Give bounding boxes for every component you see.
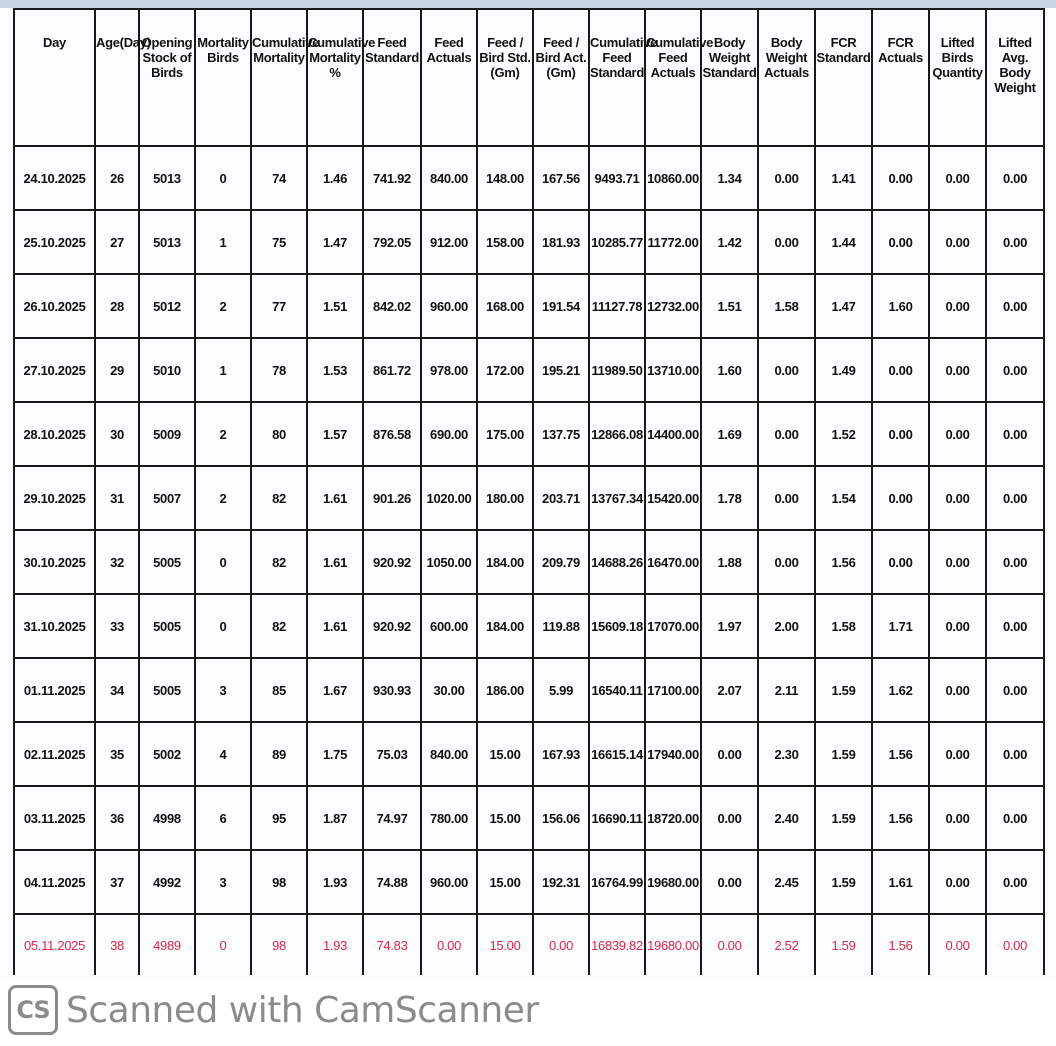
table-cell: 5012 (139, 274, 195, 338)
table-row (14, 914, 1044, 975)
table-cell: 0.00 (986, 658, 1044, 722)
table-cell: 1050.00 (421, 530, 477, 594)
table-cell: 2.07 (701, 658, 758, 722)
table-row (14, 338, 1044, 402)
table-cell: 0.00 (986, 850, 1044, 914)
table-cell: 1.56 (815, 530, 872, 594)
table-cell: 16690.11 (589, 786, 645, 850)
table-cell: 2.30 (758, 722, 815, 786)
table-cell: 1.59 (815, 786, 872, 850)
table-cell: 0.00 (986, 786, 1044, 850)
table-cell: 5005 (139, 658, 195, 722)
table-cell: 2.00 (758, 594, 815, 658)
flock-performance-table (13, 8, 1045, 975)
table-cell: 74.88 (363, 850, 421, 914)
table-cell: 5013 (139, 210, 195, 274)
table-cell: 75.03 (363, 722, 421, 786)
table-cell: 3 (195, 850, 251, 914)
table-cell: 13710.00 (645, 338, 701, 402)
table-cell: 960.00 (421, 850, 477, 914)
table-cell: 1.34 (701, 146, 758, 210)
column-header: Feed Actuals (421, 9, 477, 146)
table-cell: 5009 (139, 402, 195, 466)
table-cell: 1.46 (307, 146, 363, 210)
table-cell: 191.54 (533, 274, 589, 338)
column-header: Mortality Birds (195, 9, 251, 146)
table-cell: 175.00 (477, 402, 533, 466)
table-row (14, 722, 1044, 786)
table-cell: 2.45 (758, 850, 815, 914)
table-cell: 0.00 (758, 466, 815, 530)
table-cell: 0.00 (929, 850, 986, 914)
table-cell: 0.00 (758, 530, 815, 594)
table-cell: 16764.99 (589, 850, 645, 914)
table-cell: 1.60 (701, 338, 758, 402)
table-cell: 861.72 (363, 338, 421, 402)
table-cell: 89 (251, 722, 307, 786)
table-cell: 80 (251, 402, 307, 466)
table-cell: 1.56 (872, 914, 929, 975)
table-cell: 1.59 (815, 658, 872, 722)
table-cell: 0.00 (533, 914, 589, 975)
table-cell: 75 (251, 210, 307, 274)
table-cell: 4989 (139, 914, 195, 975)
table-cell: 181.93 (533, 210, 589, 274)
table-cell: 16839.82 (589, 914, 645, 975)
table-cell: 1.61 (307, 530, 363, 594)
table-row (14, 530, 1044, 594)
table-cell: 74.83 (363, 914, 421, 975)
table-cell: 1.47 (815, 274, 872, 338)
table-cell: 1.67 (307, 658, 363, 722)
table-cell: 1.44 (815, 210, 872, 274)
table-row (14, 210, 1044, 274)
table-cell: 17100.00 (645, 658, 701, 722)
camscanner-watermark (8, 983, 539, 1037)
table-cell: 167.56 (533, 146, 589, 210)
table-cell: 2.40 (758, 786, 815, 850)
column-header: Body Weight Actuals (758, 9, 815, 146)
table-cell: 31 (95, 466, 139, 530)
table-cell: 1.88 (701, 530, 758, 594)
table-cell: 0.00 (758, 402, 815, 466)
table-cell: 0.00 (986, 210, 1044, 274)
table-cell: 0.00 (929, 466, 986, 530)
table-row (14, 146, 1044, 210)
table-cell: 10860.00 (645, 146, 701, 210)
table-cell: 842.02 (363, 274, 421, 338)
column-header: Body Weight Standard (701, 9, 758, 146)
table-cell: 28.10.2025 (14, 402, 95, 466)
table-cell: 167.93 (533, 722, 589, 786)
table-cell: 1.59 (815, 722, 872, 786)
table-cell: 0.00 (929, 210, 986, 274)
table-cell: 77 (251, 274, 307, 338)
table-cell: 1.51 (307, 274, 363, 338)
table-cell: 0.00 (929, 274, 986, 338)
table-cell: 1.69 (701, 402, 758, 466)
table-cell: 0.00 (929, 402, 986, 466)
table-cell: 1.87 (307, 786, 363, 850)
table-cell: 0.00 (929, 338, 986, 402)
table-cell: 184.00 (477, 594, 533, 658)
column-header: Opening Stock of Birds (139, 9, 195, 146)
table-cell: 0 (195, 530, 251, 594)
table-cell: 0.00 (986, 146, 1044, 210)
table-cell: 15609.18 (589, 594, 645, 658)
table-cell: 930.93 (363, 658, 421, 722)
table-cell: 0.00 (986, 274, 1044, 338)
header-row (14, 9, 1044, 146)
table-cell: 1.47 (307, 210, 363, 274)
column-header: Feed / Bird Std. (Gm) (477, 9, 533, 146)
table-cell: 4998 (139, 786, 195, 850)
table-cell: 2.52 (758, 914, 815, 975)
table-cell: 1.78 (701, 466, 758, 530)
table-cell: 1 (195, 210, 251, 274)
table-cell: 1.62 (872, 658, 929, 722)
table-cell: 920.92 (363, 594, 421, 658)
table-cell: 38 (95, 914, 139, 975)
table-cell: 74 (251, 146, 307, 210)
table-cell: 19680.00 (645, 850, 701, 914)
table-cell: 0.00 (872, 338, 929, 402)
table-cell: 5.99 (533, 658, 589, 722)
table-cell: 168.00 (477, 274, 533, 338)
table-cell: 0.00 (929, 658, 986, 722)
table-cell: 0.00 (701, 914, 758, 975)
table-cell: 32 (95, 530, 139, 594)
table-cell: 1.49 (815, 338, 872, 402)
table-cell: 1.58 (815, 594, 872, 658)
table-cell: 12866.08 (589, 402, 645, 466)
column-header: Age(Day) (95, 9, 139, 146)
table-cell: 156.06 (533, 786, 589, 850)
table-cell: 960.00 (421, 274, 477, 338)
table-cell: 0.00 (421, 914, 477, 975)
table-cell: 9493.71 (589, 146, 645, 210)
table-cell: 6 (195, 786, 251, 850)
table-cell: 18720.00 (645, 786, 701, 850)
table-row (14, 466, 1044, 530)
table-cell: 37 (95, 850, 139, 914)
table-cell: 17940.00 (645, 722, 701, 786)
column-header: FCR Standard (815, 9, 872, 146)
table-cell: 0.00 (986, 466, 1044, 530)
table-cell: 5010 (139, 338, 195, 402)
table-cell: 0.00 (872, 530, 929, 594)
table-row (14, 594, 1044, 658)
table-cell: 0.00 (986, 338, 1044, 402)
table-cell: 15420.00 (645, 466, 701, 530)
table-cell: 792.05 (363, 210, 421, 274)
table-cell: 26.10.2025 (14, 274, 95, 338)
table-cell: 0 (195, 914, 251, 975)
column-header: Cumulative Feed Actuals (645, 9, 701, 146)
table-row (14, 786, 1044, 850)
table-cell: 15.00 (477, 722, 533, 786)
table-cell: 0.00 (701, 850, 758, 914)
table-cell: 19680.00 (645, 914, 701, 975)
table-cell: 0.00 (986, 402, 1044, 466)
table-cell: 0.00 (929, 146, 986, 210)
table-cell: 148.00 (477, 146, 533, 210)
table-cell: 180.00 (477, 466, 533, 530)
table-cell: 25.10.2025 (14, 210, 95, 274)
table-cell: 0.00 (929, 594, 986, 658)
table-cell: 840.00 (421, 146, 477, 210)
table-row (14, 658, 1044, 722)
table-cell: 34 (95, 658, 139, 722)
table-cell: 1.61 (307, 594, 363, 658)
column-header: Lifted Avg. Body Weight (986, 9, 1044, 146)
table-cell: 16615.14 (589, 722, 645, 786)
table-cell: 203.71 (533, 466, 589, 530)
column-header: Feed Standard (363, 9, 421, 146)
table-cell: 1.51 (701, 274, 758, 338)
column-header: Cumulative Feed Standard (589, 9, 645, 146)
table-cell: 11772.00 (645, 210, 701, 274)
table-cell: 29.10.2025 (14, 466, 95, 530)
table-cell: 1.57 (307, 402, 363, 466)
table-cell: 184.00 (477, 530, 533, 594)
table-cell: 1.61 (872, 850, 929, 914)
table-cell: 1.59 (815, 850, 872, 914)
camscanner-logo-icon: CS (8, 985, 58, 1035)
table-cell: 1.56 (872, 786, 929, 850)
table-cell: 192.31 (533, 850, 589, 914)
table-cell: 15.00 (477, 850, 533, 914)
column-header: Cumulative Mortality % (307, 9, 363, 146)
table-cell: 05.11.2025 (14, 914, 95, 975)
table-cell: 741.92 (363, 146, 421, 210)
table-cell: 4992 (139, 850, 195, 914)
table-cell: 85 (251, 658, 307, 722)
table-cell: 1.93 (307, 850, 363, 914)
table-cell: 1.93 (307, 914, 363, 975)
table-cell: 98 (251, 914, 307, 975)
table-cell: 1.59 (815, 914, 872, 975)
table-cell: 1.53 (307, 338, 363, 402)
table-cell: 1 (195, 338, 251, 402)
table-cell: 82 (251, 466, 307, 530)
table-cell: 195.21 (533, 338, 589, 402)
table-cell: 78 (251, 338, 307, 402)
table-cell: 876.58 (363, 402, 421, 466)
table-cell: 600.00 (421, 594, 477, 658)
top-rule (0, 0, 1056, 8)
table-cell: 03.11.2025 (14, 786, 95, 850)
table-cell: 15.00 (477, 914, 533, 975)
table-body (14, 146, 1044, 975)
table-cell: 16470.00 (645, 530, 701, 594)
table-cell: 0.00 (872, 402, 929, 466)
table-cell: 35 (95, 722, 139, 786)
table-cell: 4 (195, 722, 251, 786)
table-cell: 74.97 (363, 786, 421, 850)
table-cell: 0.00 (872, 146, 929, 210)
table-cell: 1020.00 (421, 466, 477, 530)
table-cell: 840.00 (421, 722, 477, 786)
table-cell: 0 (195, 594, 251, 658)
table-cell: 0.00 (701, 786, 758, 850)
table-cell: 1.58 (758, 274, 815, 338)
table-cell: 920.92 (363, 530, 421, 594)
table-cell: 11989.50 (589, 338, 645, 402)
table-cell: 12732.00 (645, 274, 701, 338)
table-cell: 0.00 (929, 530, 986, 594)
table-cell: 31.10.2025 (14, 594, 95, 658)
table-cell: 01.11.2025 (14, 658, 95, 722)
table-cell: 2 (195, 466, 251, 530)
table-cell: 5005 (139, 594, 195, 658)
table-cell: 0.00 (986, 530, 1044, 594)
table-cell: 02.11.2025 (14, 722, 95, 786)
table-cell: 0.00 (758, 210, 815, 274)
table-cell: 0.00 (929, 786, 986, 850)
table-cell: 28 (95, 274, 139, 338)
table-cell: 14400.00 (645, 402, 701, 466)
table-row (14, 402, 1044, 466)
column-header: Lifted Birds Quantity (929, 9, 986, 146)
table-cell: 82 (251, 594, 307, 658)
table-cell: 0.00 (758, 338, 815, 402)
table-cell: 30.00 (421, 658, 477, 722)
table-cell: 119.88 (533, 594, 589, 658)
table-cell: 1.52 (815, 402, 872, 466)
table-cell: 10285.77 (589, 210, 645, 274)
table-cell: 5007 (139, 466, 195, 530)
column-header: Day (14, 9, 95, 146)
table-cell: 16540.11 (589, 658, 645, 722)
table-cell: 30 (95, 402, 139, 466)
table-cell: 27 (95, 210, 139, 274)
table-cell: 13767.34 (589, 466, 645, 530)
table-cell: 1.56 (872, 722, 929, 786)
table-cell: 209.79 (533, 530, 589, 594)
watermark-text: Scanned with CamScanner (66, 989, 539, 1031)
table-cell: 0.00 (986, 914, 1044, 975)
table-cell: 14688.26 (589, 530, 645, 594)
table-row (14, 850, 1044, 914)
table-cell: 690.00 (421, 402, 477, 466)
table-cell: 2 (195, 274, 251, 338)
table-cell: 17070.00 (645, 594, 701, 658)
table-cell: 158.00 (477, 210, 533, 274)
table-cell: 0.00 (701, 722, 758, 786)
table-cell: 36 (95, 786, 139, 850)
table-cell: 3 (195, 658, 251, 722)
table-cell: 1.71 (872, 594, 929, 658)
table-cell: 33 (95, 594, 139, 658)
table-cell: 172.00 (477, 338, 533, 402)
table-cell: 0.00 (986, 722, 1044, 786)
table-cell: 1.60 (872, 274, 929, 338)
table-cell: 30.10.2025 (14, 530, 95, 594)
table-cell: 0.00 (929, 914, 986, 975)
table-cell: 1.42 (701, 210, 758, 274)
table-cell: 0.00 (872, 210, 929, 274)
table-cell: 2 (195, 402, 251, 466)
table-cell: 186.00 (477, 658, 533, 722)
table-cell: 1.61 (307, 466, 363, 530)
table-cell: 978.00 (421, 338, 477, 402)
table-cell: 15.00 (477, 786, 533, 850)
table-cell: 1.75 (307, 722, 363, 786)
table-cell: 24.10.2025 (14, 146, 95, 210)
table-cell: 5005 (139, 530, 195, 594)
table-cell: 780.00 (421, 786, 477, 850)
table-cell: 0 (195, 146, 251, 210)
column-header: Feed / Bird Act. (Gm) (533, 9, 589, 146)
table-cell: 901.26 (363, 466, 421, 530)
table-cell: 5013 (139, 146, 195, 210)
table-cell: 1.97 (701, 594, 758, 658)
table-cell: 95 (251, 786, 307, 850)
table-cell: 912.00 (421, 210, 477, 274)
table-cell: 1.41 (815, 146, 872, 210)
table-cell: 11127.78 (589, 274, 645, 338)
table-cell: 82 (251, 530, 307, 594)
table-cell: 0.00 (929, 722, 986, 786)
column-header: Cumulative Mortality (251, 9, 307, 146)
table-cell: 98 (251, 850, 307, 914)
table-cell: 26 (95, 146, 139, 210)
table-cell: 2.11 (758, 658, 815, 722)
table-cell: 27.10.2025 (14, 338, 95, 402)
table-cell: 137.75 (533, 402, 589, 466)
table-cell: 0.00 (758, 146, 815, 210)
table-cell: 1.54 (815, 466, 872, 530)
table-cell: 04.11.2025 (14, 850, 95, 914)
table-cell: 0.00 (986, 594, 1044, 658)
column-header: FCR Actuals (872, 9, 929, 146)
table-cell: 0.00 (872, 466, 929, 530)
table-row (14, 274, 1044, 338)
table-cell: 29 (95, 338, 139, 402)
table-cell: 5002 (139, 722, 195, 786)
